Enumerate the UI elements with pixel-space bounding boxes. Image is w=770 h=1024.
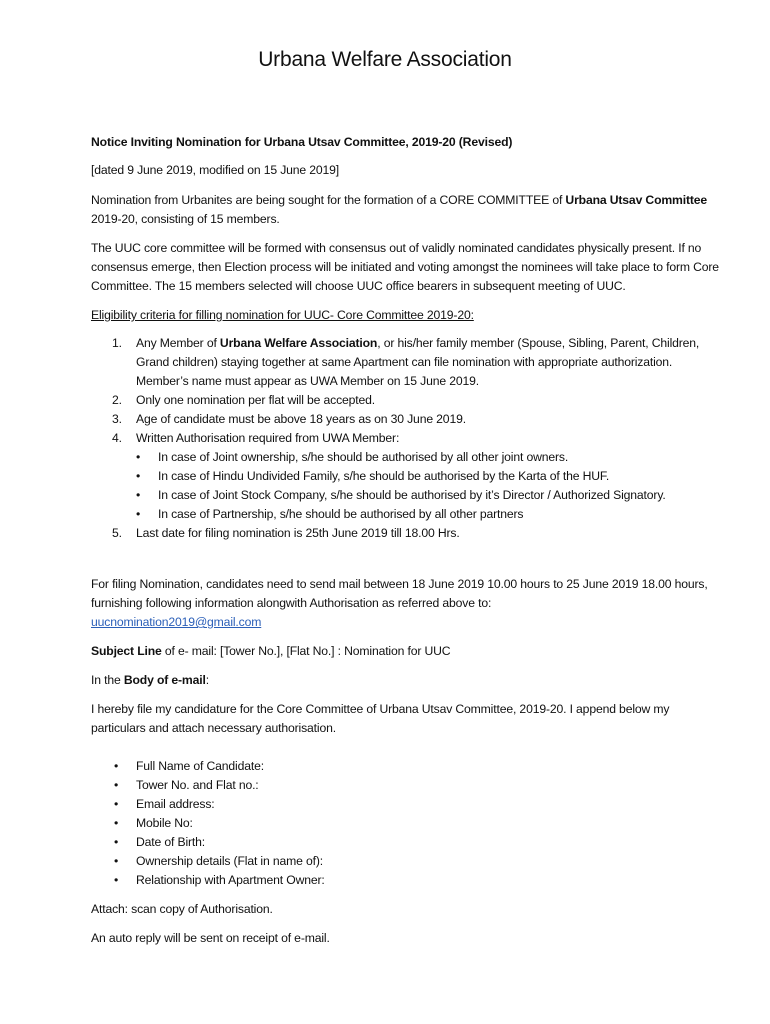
list-item: • In case of Partnership, s/he should be authorised by all other partners [91, 505, 721, 524]
subject-line: Subject Line of e- mail: [Tower No.], [Flat No.] : Nomination for UUC [91, 644, 451, 658]
nomination-email-link[interactable]: uucnomination2019@gmail.com [91, 615, 262, 629]
bullet-icon: • [114, 816, 119, 830]
list-item: • In case of Joint Stock Company, s/he should be authorised by it’s Director / Authorized Signatory. [91, 486, 721, 505]
consensus-paragraph: The UUC core committee will be formed with consensus out of validly nominated candidates physically present. If no consensus emerge, then Election process will be initiated and voting amongst the nominees will take place to form Core Committee. The 15 members selected will choose UUC office bearers in subsequent meeting of UUC. [91, 241, 719, 293]
criteria-item-5: 5. Last date for filing nomination is 25th June 2019 till 18.00 Hrs. [112, 526, 460, 540]
auto-reply-line: An auto reply will be sent on receipt of e-mail. [91, 931, 330, 945]
bullet-icon: • [136, 488, 141, 502]
eligibility-heading: Eligibility criteria for filling nomination for UUC- Core Committee 2019-20: [91, 308, 474, 322]
list-item: • Ownership details (Flat in name of): [91, 852, 721, 871]
bullet-icon: • [114, 835, 119, 849]
list-item: • In case of Joint ownership, s/he should be authorised by all other joint owners. [91, 448, 721, 467]
page-title: Urbana Welfare Association [258, 48, 512, 71]
intro-paragraph: Nomination from Urbanites are being sought for the formation of a CORE COMMITTEE of Urbana Utsav Committee 2019-20, consisting of 15 members. [91, 193, 708, 226]
document-body [91, 133, 721, 958]
bullet-icon: • [136, 450, 141, 464]
notice-heading: Notice Inviting Nomination for Urbana Utsav Committee, 2019-20 (Revised) [91, 135, 513, 149]
authorisation-list [91, 448, 721, 524]
criteria-list [91, 334, 721, 448]
dated-line: [dated 9 June 2019, modified on 15 June 2019] [91, 163, 340, 177]
attach-line: Attach: scan copy of Authorisation. [91, 902, 273, 916]
list-item: • Mobile No: [91, 814, 721, 833]
criteria-list-continued [91, 524, 721, 543]
criteria-item-2: 2. Only one nomination per flat will be accepted. [112, 393, 376, 407]
bullet-icon: • [114, 797, 119, 811]
criteria-item-4: 4. Written Authorisation required from UWA Member: [112, 431, 400, 445]
bullet-icon: • [136, 469, 141, 483]
declaration-paragraph: I hereby file my candidature for the Core Committee of Urbana Utsav Committee, 2019-20. I append below my particulars and attach necessary authorisation. [91, 702, 670, 735]
bullet-icon: • [114, 778, 119, 792]
list-item: • In case of Hindu Undivided Family, s/he should be authorised by the Karta of the HUF. [91, 467, 721, 486]
particulars-list [91, 757, 721, 890]
criteria-item-1: 1. Any Member of Urbana Welfare Association, or his/her family member (Spouse, Sibling, Parent, Children, Grand children) staying together at same Apartment can file nomination with appropriate authorization. Member’s name must appear as UWA Member on 15 June 2019. [112, 336, 700, 388]
bullet-icon: • [114, 873, 119, 887]
bullet-icon: • [114, 854, 119, 868]
bullet-icon: • [114, 759, 119, 773]
body-line: In the Body of e-mail: [91, 673, 209, 687]
committee-name: Urbana Utsav Committee [565, 193, 708, 207]
list-item: • Date of Birth: [91, 833, 721, 852]
list-item: • Full Name of Candidate: [91, 757, 721, 776]
list-item: • Relationship with Apartment Owner: [91, 871, 721, 890]
list-item: • Email address: [91, 795, 721, 814]
criteria-item-3: 3. Age of candidate must be above 18 years as on 30 June 2019. [112, 412, 466, 426]
list-item: • Tower No. and Flat no.: [91, 776, 721, 795]
bullet-icon: • [136, 507, 141, 521]
filing-paragraph: For filing Nomination, candidates need to send mail between 18 June 2019 10.00 hours to 25 June 2019 18.00 hours, furnishing following information alongwith Authorisation as referred above to: uucnomination2019@gmail.com [91, 577, 708, 629]
